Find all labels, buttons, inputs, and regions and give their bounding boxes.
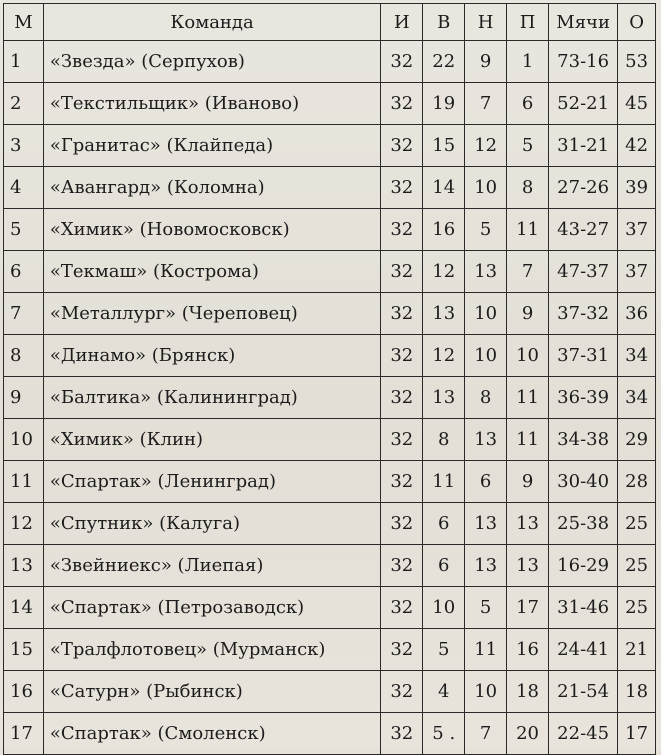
table-row (4, 335, 656, 377)
points-cell: 42 (618, 125, 656, 167)
draws-cell: 9 (465, 41, 507, 83)
goals-cell: 24-41 (549, 629, 618, 671)
losses-cell: 5 (507, 125, 549, 167)
wins-cell: 12 (423, 335, 465, 377)
wins-cell: 4 (423, 671, 465, 713)
losses-cell: 13 (507, 503, 549, 545)
table-row (4, 587, 656, 629)
draws-cell: 7 (465, 713, 507, 755)
draws-cell: 8 (465, 377, 507, 419)
team-cell: «Текстильщик» (Иваново) (43, 83, 381, 125)
header-points: О (618, 4, 656, 41)
goals-cell: 37-31 (549, 335, 618, 377)
goals-cell: 37-32 (549, 293, 618, 335)
table-row (4, 629, 656, 671)
draws-cell: 12 (465, 125, 507, 167)
games-cell: 32 (381, 41, 423, 83)
table-row (4, 671, 656, 713)
draws-cell: 13 (465, 503, 507, 545)
points-cell: 25 (618, 587, 656, 629)
place-cell: 12 (4, 503, 44, 545)
points-cell: 18 (618, 671, 656, 713)
wins-cell: 14 (423, 167, 465, 209)
draws-cell: 5 (465, 209, 507, 251)
games-cell: 32 (381, 671, 423, 713)
games-cell: 32 (381, 629, 423, 671)
games-cell: 32 (381, 83, 423, 125)
standings-table (3, 3, 656, 755)
wins-cell: 5 (423, 629, 465, 671)
points-cell: 28 (618, 461, 656, 503)
games-cell: 32 (381, 209, 423, 251)
team-cell: «Звейниекс» (Лиепая) (43, 545, 381, 587)
games-cell: 32 (381, 293, 423, 335)
team-cell: «Химик» (Клин) (43, 419, 381, 461)
table-row (4, 209, 656, 251)
losses-cell: 11 (507, 377, 549, 419)
goals-cell: 30-40 (549, 461, 618, 503)
place-cell: 4 (4, 167, 44, 209)
losses-cell: 20 (507, 713, 549, 755)
goals-cell: 16-29 (549, 545, 618, 587)
draws-cell: 7 (465, 83, 507, 125)
place-cell: 1 (4, 41, 44, 83)
table-row (4, 125, 656, 167)
place-cell: 9 (4, 377, 44, 419)
draws-cell: 5 (465, 587, 507, 629)
place-cell: 7 (4, 293, 44, 335)
place-cell: 2 (4, 83, 44, 125)
header-team: Команда (43, 4, 381, 41)
draws-cell: 13 (465, 251, 507, 293)
wins-cell: 5 . (423, 713, 465, 755)
table-row (4, 461, 656, 503)
losses-cell: 16 (507, 629, 549, 671)
table-row (4, 293, 656, 335)
place-cell: 13 (4, 545, 44, 587)
goals-cell: 43-27 (549, 209, 618, 251)
draws-cell: 10 (465, 293, 507, 335)
table-row (4, 41, 656, 83)
points-cell: 34 (618, 377, 656, 419)
points-cell: 53 (618, 41, 656, 83)
team-cell: «Химик» (Новомосковск) (43, 209, 381, 251)
wins-cell: 8 (423, 419, 465, 461)
place-cell: 8 (4, 335, 44, 377)
goals-cell: 31-21 (549, 125, 618, 167)
team-cell: «Металлург» (Череповец) (43, 293, 381, 335)
draws-cell: 11 (465, 629, 507, 671)
wins-cell: 6 (423, 545, 465, 587)
team-cell: «Динамо» (Брянск) (43, 335, 381, 377)
games-cell: 32 (381, 167, 423, 209)
goals-cell: 47-37 (549, 251, 618, 293)
games-cell: 32 (381, 335, 423, 377)
place-cell: 14 (4, 587, 44, 629)
losses-cell: 11 (507, 419, 549, 461)
points-cell: 39 (618, 167, 656, 209)
header-losses: П (507, 4, 549, 41)
wins-cell: 13 (423, 377, 465, 419)
draws-cell: 10 (465, 335, 507, 377)
team-cell: «Сатурн» (Рыбинск) (43, 671, 381, 713)
points-cell: 36 (618, 293, 656, 335)
losses-cell: 9 (507, 461, 549, 503)
header-games: И (381, 4, 423, 41)
team-cell: «Спартак» (Смоленск) (43, 713, 381, 755)
losses-cell: 11 (507, 209, 549, 251)
place-cell: 16 (4, 671, 44, 713)
table-row (4, 251, 656, 293)
wins-cell: 19 (423, 83, 465, 125)
table-row (4, 83, 656, 125)
points-cell: 37 (618, 209, 656, 251)
team-cell: «Гранитас» (Клайпеда) (43, 125, 381, 167)
points-cell: 17 (618, 713, 656, 755)
losses-cell: 8 (507, 167, 549, 209)
place-cell: 5 (4, 209, 44, 251)
wins-cell: 16 (423, 209, 465, 251)
draws-cell: 13 (465, 419, 507, 461)
games-cell: 32 (381, 377, 423, 419)
losses-cell: 13 (507, 545, 549, 587)
draws-cell: 10 (465, 671, 507, 713)
games-cell: 32 (381, 461, 423, 503)
losses-cell: 17 (507, 587, 549, 629)
header-row (4, 4, 656, 41)
wins-cell: 6 (423, 503, 465, 545)
points-cell: 37 (618, 251, 656, 293)
place-cell: 3 (4, 125, 44, 167)
losses-cell: 18 (507, 671, 549, 713)
goals-cell: 36-39 (549, 377, 618, 419)
team-cell: «Спартак» (Ленинград) (43, 461, 381, 503)
header-place: М (4, 4, 44, 41)
place-cell: 6 (4, 251, 44, 293)
points-cell: 29 (618, 419, 656, 461)
team-cell: «Спутник» (Калуга) (43, 503, 381, 545)
points-cell: 25 (618, 545, 656, 587)
goals-cell: 52-21 (549, 83, 618, 125)
table-row (4, 377, 656, 419)
table-row (4, 167, 656, 209)
table-row (4, 713, 656, 755)
team-cell: «Авангард» (Коломна) (43, 167, 381, 209)
team-cell: «Звезда» (Серпухов) (43, 41, 381, 83)
goals-cell: 25-38 (549, 503, 618, 545)
games-cell: 32 (381, 503, 423, 545)
header-draws: Н (465, 4, 507, 41)
wins-cell: 11 (423, 461, 465, 503)
games-cell: 32 (381, 419, 423, 461)
place-cell: 11 (4, 461, 44, 503)
wins-cell: 15 (423, 125, 465, 167)
header-goals: Мячи (549, 4, 618, 41)
place-cell: 17 (4, 713, 44, 755)
games-cell: 32 (381, 251, 423, 293)
goals-cell: 73-16 (549, 41, 618, 83)
wins-cell: 10 (423, 587, 465, 629)
table-row (4, 545, 656, 587)
team-cell: «Спартак» (Петрозаводск) (43, 587, 381, 629)
games-cell: 32 (381, 545, 423, 587)
points-cell: 25 (618, 503, 656, 545)
wins-cell: 13 (423, 293, 465, 335)
points-cell: 21 (618, 629, 656, 671)
games-cell: 32 (381, 587, 423, 629)
goals-cell: 34-38 (549, 419, 618, 461)
wins-cell: 12 (423, 251, 465, 293)
goals-cell: 31-46 (549, 587, 618, 629)
goals-cell: 21-54 (549, 671, 618, 713)
losses-cell: 10 (507, 335, 549, 377)
draws-cell: 6 (465, 461, 507, 503)
table-row (4, 503, 656, 545)
team-cell: «Текмаш» (Кострома) (43, 251, 381, 293)
points-cell: 45 (618, 83, 656, 125)
place-cell: 15 (4, 629, 44, 671)
games-cell: 32 (381, 125, 423, 167)
losses-cell: 9 (507, 293, 549, 335)
draws-cell: 10 (465, 167, 507, 209)
team-cell: «Тралфлотовец» (Мурманск) (43, 629, 381, 671)
header-wins: В (423, 4, 465, 41)
draws-cell: 13 (465, 545, 507, 587)
points-cell: 34 (618, 335, 656, 377)
table-row (4, 419, 656, 461)
team-cell: «Балтика» (Калининград) (43, 377, 381, 419)
losses-cell: 1 (507, 41, 549, 83)
wins-cell: 22 (423, 41, 465, 83)
losses-cell: 6 (507, 83, 549, 125)
games-cell: 32 (381, 713, 423, 755)
losses-cell: 7 (507, 251, 549, 293)
place-cell: 10 (4, 419, 44, 461)
goals-cell: 22-45 (549, 713, 618, 755)
goals-cell: 27-26 (549, 167, 618, 209)
